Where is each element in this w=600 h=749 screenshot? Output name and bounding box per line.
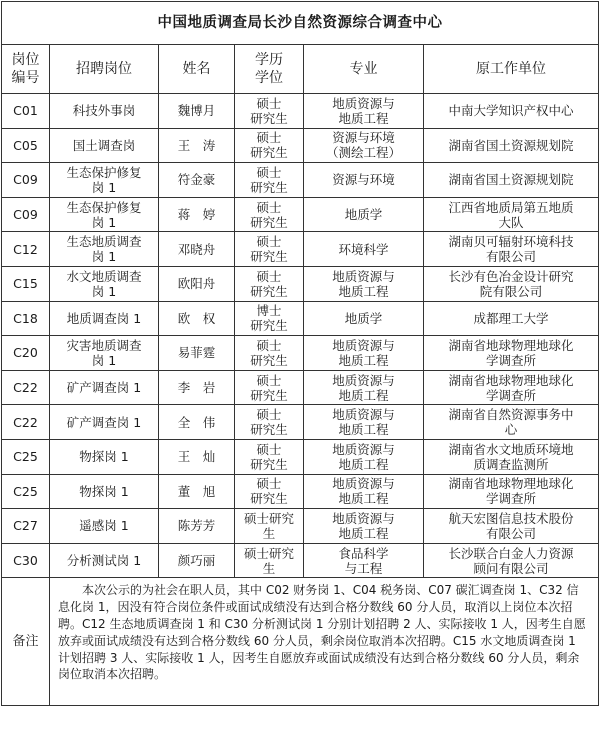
cell-degree: 硕士 研究生 bbox=[235, 474, 304, 509]
cell-position: 物探岗 1 bbox=[50, 474, 159, 509]
cell-degree: 硕士 研究生 bbox=[235, 128, 304, 163]
cell-name: 颜巧丽 bbox=[159, 543, 235, 578]
cell-code: C09 bbox=[2, 163, 50, 198]
header-position: 招聘岗位 bbox=[50, 45, 159, 94]
cell-major: 地质学 bbox=[304, 197, 424, 232]
cell-name: 邓晓舟 bbox=[159, 232, 235, 267]
cell-code: C27 bbox=[2, 509, 50, 544]
cell-code: C25 bbox=[2, 474, 50, 509]
cell-employer: 湖南省地球物理地球化 学调查所 bbox=[424, 370, 599, 405]
header-code: 岗位 编号 bbox=[2, 45, 50, 94]
header-major: 专业 bbox=[304, 45, 424, 94]
cell-position: 灾害地质调查 岗 1 bbox=[50, 336, 159, 371]
cell-name: 符金豪 bbox=[159, 163, 235, 198]
cell-degree: 硕士 研究生 bbox=[235, 94, 304, 129]
cell-code: C25 bbox=[2, 439, 50, 474]
cell-major: 地质资源与 地质工程 bbox=[304, 509, 424, 544]
cell-major: 资源与环境 bbox=[304, 163, 424, 198]
cell-position: 科技外事岗 bbox=[50, 94, 159, 129]
cell-name: 魏博月 bbox=[159, 94, 235, 129]
cell-name: 欧阳舟 bbox=[159, 266, 235, 301]
cell-major: 地质资源与 地质工程 bbox=[304, 266, 424, 301]
cell-position: 水文地质调查 岗 1 bbox=[50, 266, 159, 301]
cell-degree: 硕士 研究生 bbox=[235, 197, 304, 232]
table-row bbox=[2, 370, 599, 405]
cell-position: 国土调查岗 bbox=[50, 128, 159, 163]
cell-code: C15 bbox=[2, 266, 50, 301]
table-row bbox=[2, 509, 599, 544]
table-row bbox=[2, 543, 599, 578]
table-row bbox=[2, 439, 599, 474]
table-row bbox=[2, 301, 599, 336]
cell-major: 食品科学 与工程 bbox=[304, 543, 424, 578]
cell-name: 全 伟 bbox=[159, 405, 235, 440]
cell-employer: 湖南省水文地质环境地 质调查监测所 bbox=[424, 439, 599, 474]
cell-employer: 湖南省国土资源规划院 bbox=[424, 128, 599, 163]
cell-major: 地质资源与 地质工程 bbox=[304, 405, 424, 440]
cell-name: 欧 权 bbox=[159, 301, 235, 336]
cell-name: 陈芳芳 bbox=[159, 509, 235, 544]
table-row bbox=[2, 163, 599, 198]
header-row bbox=[2, 45, 599, 94]
cell-employer: 中南大学知识产权中心 bbox=[424, 94, 599, 129]
cell-position: 矿产调查岗 1 bbox=[50, 405, 159, 440]
cell-code: C20 bbox=[2, 336, 50, 371]
cell-name: 王 涛 bbox=[159, 128, 235, 163]
cell-position: 生态保护修复 岗 1 bbox=[50, 163, 159, 198]
table-row bbox=[2, 266, 599, 301]
header-name: 姓名 bbox=[159, 45, 235, 94]
cell-code: C18 bbox=[2, 301, 50, 336]
cell-employer: 湖南省自然资源事务中 心 bbox=[424, 405, 599, 440]
note-label: 备注 bbox=[2, 578, 50, 706]
cell-major: 地质学 bbox=[304, 301, 424, 336]
header-degree: 学历 学位 bbox=[235, 45, 304, 94]
table-row bbox=[2, 474, 599, 509]
cell-employer: 湖南省国土资源规划院 bbox=[424, 163, 599, 198]
cell-major: 地质资源与 地质工程 bbox=[304, 336, 424, 371]
cell-name: 蒋 婷 bbox=[159, 197, 235, 232]
cell-position: 矿产调查岗 1 bbox=[50, 370, 159, 405]
cell-code: C30 bbox=[2, 543, 50, 578]
cell-degree: 硕士 研究生 bbox=[235, 163, 304, 198]
cell-employer: 航天宏图信息技术股份 有限公司 bbox=[424, 509, 599, 544]
cell-position: 遥感岗 1 bbox=[50, 509, 159, 544]
table-row bbox=[2, 336, 599, 371]
cell-degree: 硕士 研究生 bbox=[235, 370, 304, 405]
header-employer: 原工作单位 bbox=[424, 45, 599, 94]
recruitment-notice-sheet bbox=[1, 1, 598, 706]
cell-degree: 硕士研究 生 bbox=[235, 509, 304, 544]
cell-degree: 硕士研究 生 bbox=[235, 543, 304, 578]
cell-position: 物探岗 1 bbox=[50, 439, 159, 474]
cell-code: C22 bbox=[2, 405, 50, 440]
cell-major: 环境科学 bbox=[304, 232, 424, 267]
cell-code: C12 bbox=[2, 232, 50, 267]
cell-major: 地质资源与 地质工程 bbox=[304, 94, 424, 129]
cell-code: C01 bbox=[2, 94, 50, 129]
table-row bbox=[2, 197, 599, 232]
table-row bbox=[2, 405, 599, 440]
table-row bbox=[2, 94, 599, 129]
cell-name: 王 灿 bbox=[159, 439, 235, 474]
cell-degree: 硕士 研究生 bbox=[235, 405, 304, 440]
cell-name: 李 岩 bbox=[159, 370, 235, 405]
table-row bbox=[2, 232, 599, 267]
cell-code: C09 bbox=[2, 197, 50, 232]
cell-employer: 湖南贝可辐射环境科技 有限公司 bbox=[424, 232, 599, 267]
cell-name: 董 旭 bbox=[159, 474, 235, 509]
note-text: 本次公示的为社会在职人员，其中 C02 财务岗 1、C04 税务岗、C07 碳汇调查岗 1、C32 信息化岗 1，因没有符合岗位条件或面试成绩没有达到合格分数线 60 分人员，取消以上岗位本次招聘。C12 生态地质调查岗 1 和 C30 分析测试岗 1 分别计划招聘 2 人、实际接收 1 人，因考生自愿放弃或面试成绩没有达到合格分数线 60 分人员，剩余岗位取消本次招聘。C15 水文地质调查岗 1 计划招聘 3 人、实际接收 1 人，因考生自愿放弃或面试成绩没有达到合格分数线 60 分人员，剩余岗位取消本次招聘。 bbox=[50, 578, 599, 706]
cell-employer: 长沙有色冶金设计研究 院有限公司 bbox=[424, 266, 599, 301]
cell-position: 分析测试岗 1 bbox=[50, 543, 159, 578]
cell-degree: 博士 研究生 bbox=[235, 301, 304, 336]
cell-employer: 湖南省地球物理地球化 学调查所 bbox=[424, 336, 599, 371]
cell-employer: 长沙联合白金人力资源 顾问有限公司 bbox=[424, 543, 599, 578]
cell-employer: 湖南省地球物理地球化 学调查所 bbox=[424, 474, 599, 509]
table-title: 中国地质调查局长沙自然资源综合调查中心 bbox=[2, 2, 599, 45]
cell-major: 地质资源与 地质工程 bbox=[304, 474, 424, 509]
cell-major: 地质资源与 地质工程 bbox=[304, 370, 424, 405]
cell-code: C22 bbox=[2, 370, 50, 405]
cell-position: 生态保护修复 岗 1 bbox=[50, 197, 159, 232]
cell-position: 生态地质调查 岗 1 bbox=[50, 232, 159, 267]
cell-name: 易菲霆 bbox=[159, 336, 235, 371]
cell-degree: 硕士 研究生 bbox=[235, 266, 304, 301]
note-row bbox=[2, 578, 599, 706]
cell-degree: 硕士 研究生 bbox=[235, 232, 304, 267]
cell-degree: 硕士 研究生 bbox=[235, 439, 304, 474]
cell-code: C05 bbox=[2, 128, 50, 163]
table-row bbox=[2, 128, 599, 163]
cell-major: 地质资源与 地质工程 bbox=[304, 439, 424, 474]
cell-employer: 成都理工大学 bbox=[424, 301, 599, 336]
cell-employer: 江西省地质局第五地质 大队 bbox=[424, 197, 599, 232]
recruitment-table bbox=[1, 1, 599, 706]
cell-major: 资源与环境 （测绘工程） bbox=[304, 128, 424, 163]
cell-position: 地质调查岗 1 bbox=[50, 301, 159, 336]
cell-degree: 硕士 研究生 bbox=[235, 336, 304, 371]
